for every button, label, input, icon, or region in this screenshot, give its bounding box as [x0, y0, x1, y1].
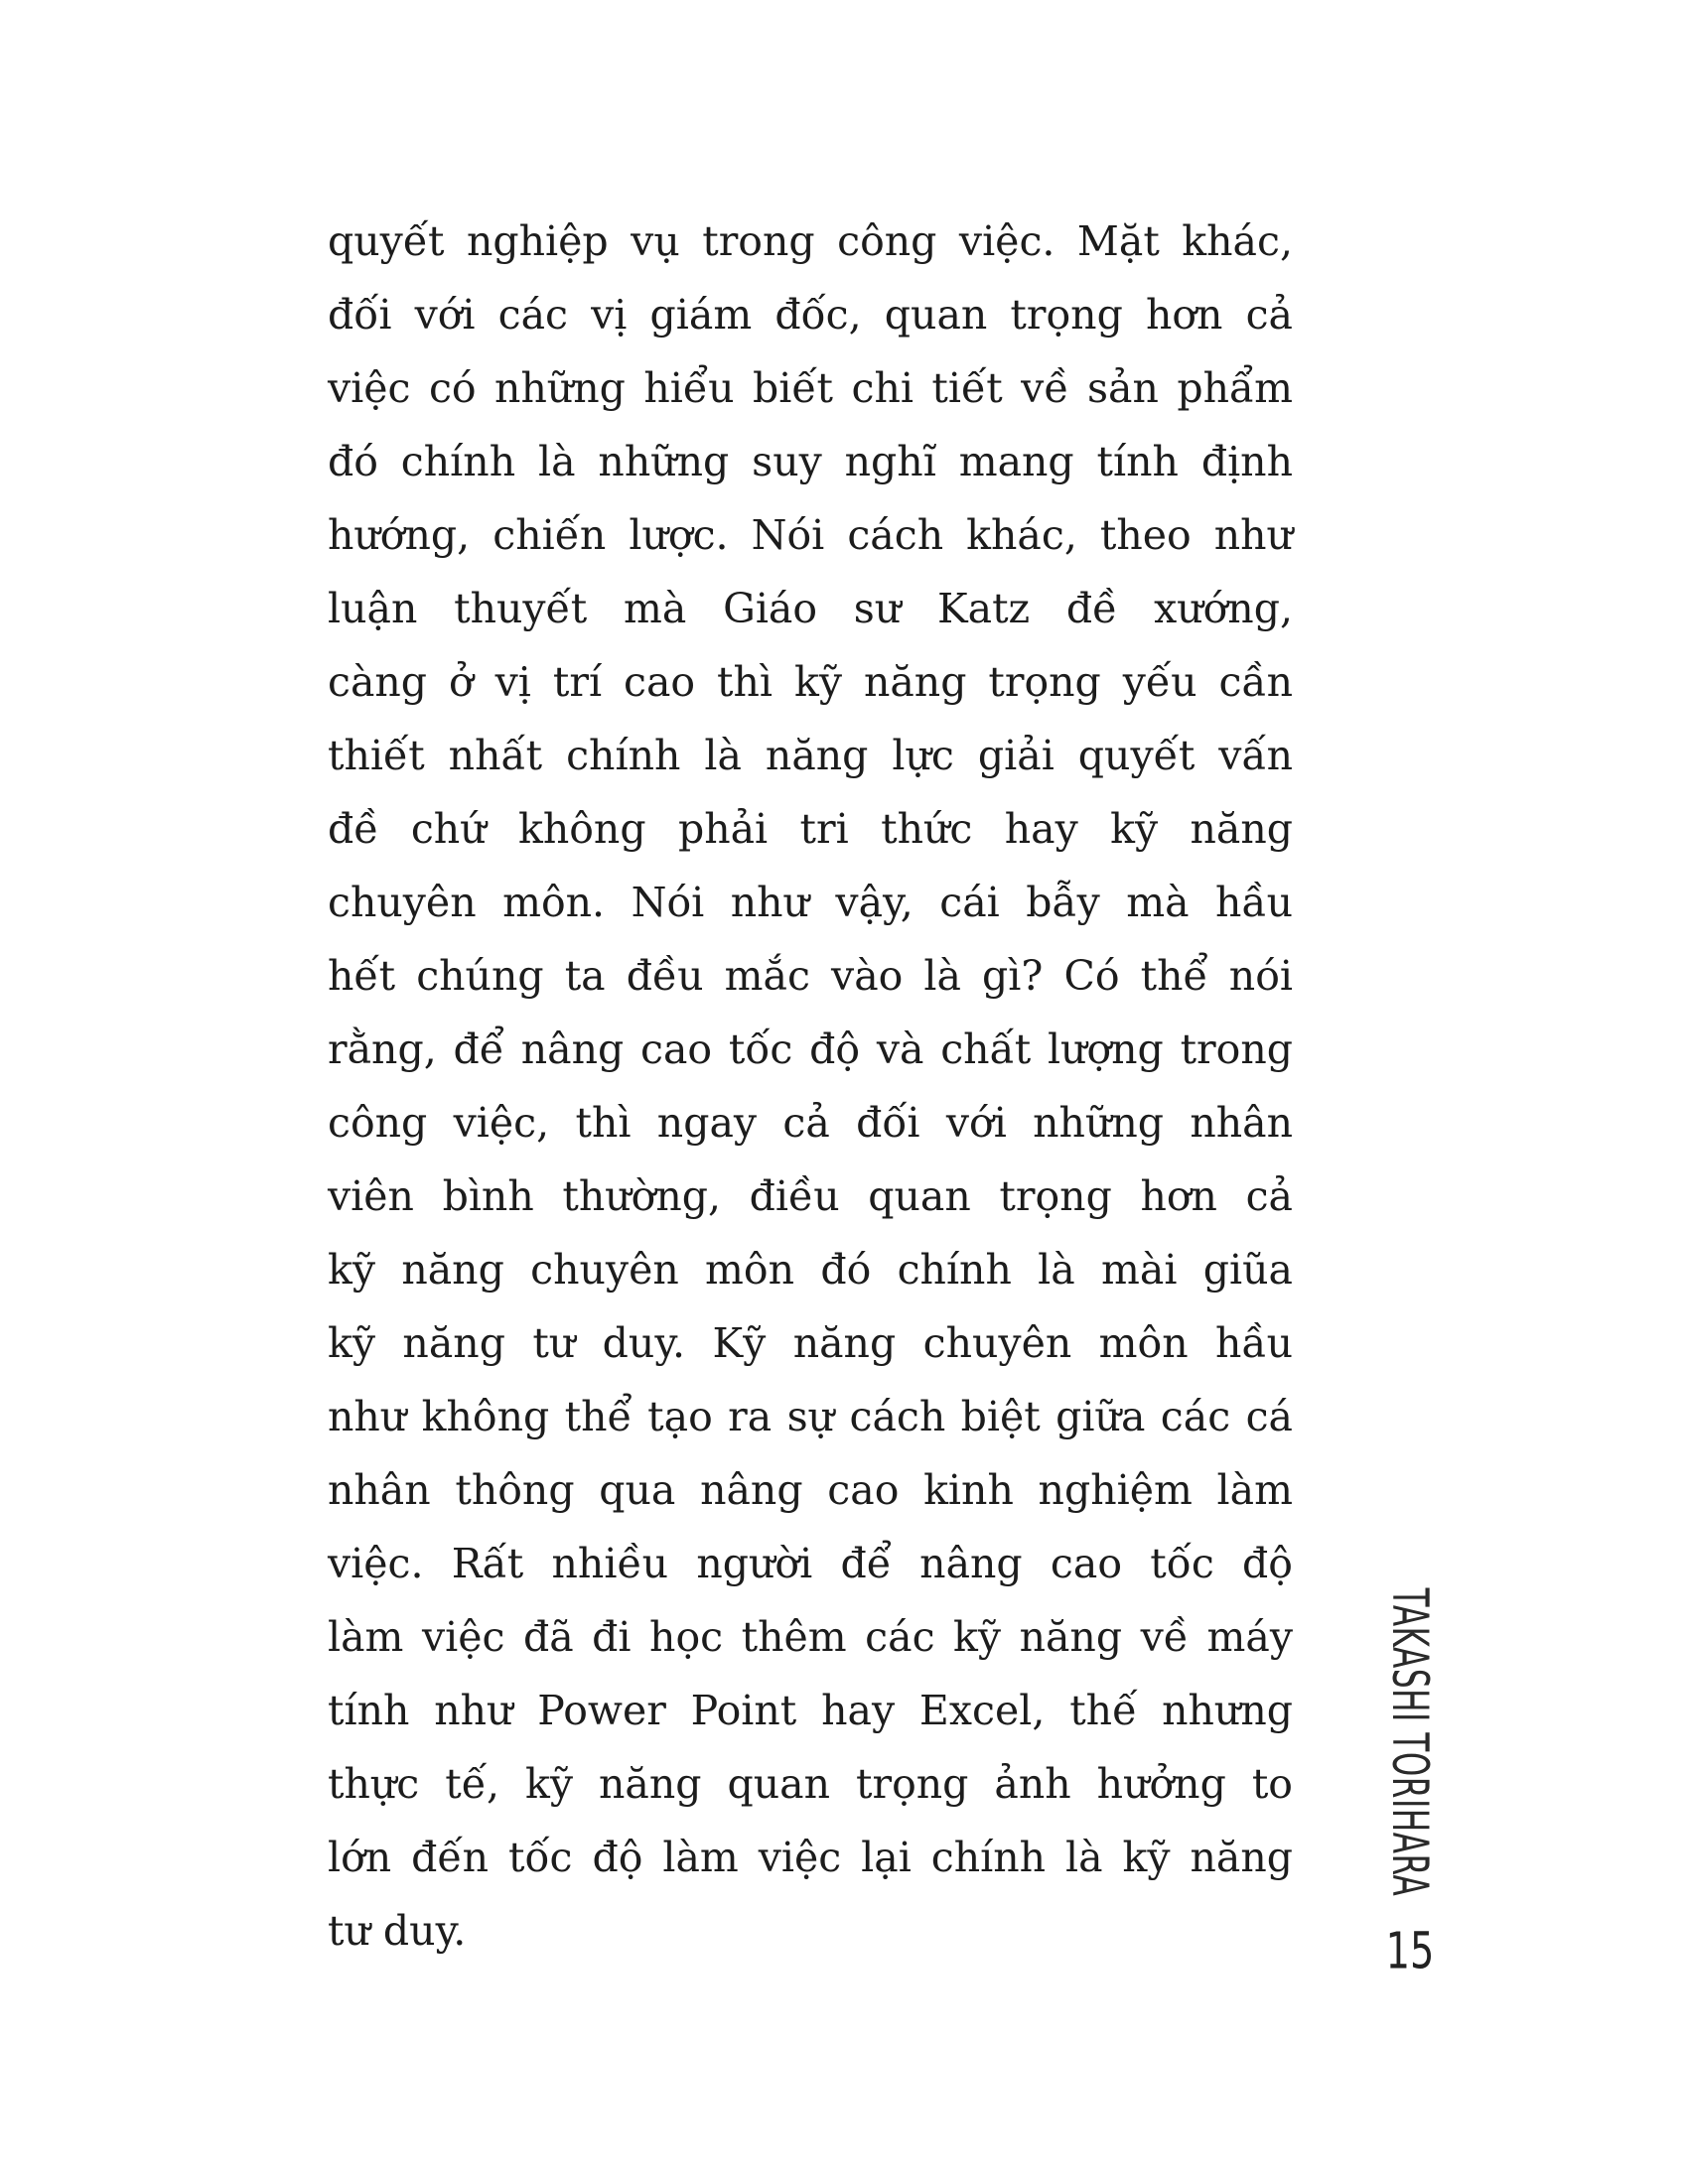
text-line: rằng, để nâng cao tốc độ và chất lượng trong — [328, 1025, 1293, 1073]
text-line: viên bình thường, điều quan trọng hơn cả — [328, 1172, 1293, 1220]
text-line: càng ở vị trí cao thì kỹ năng trọng yếu cần — [328, 658, 1293, 706]
text-line: lớn đến tốc độ làm việc lại chính là kỹ năng — [328, 1834, 1293, 1881]
text-line: quyết nghiệp vụ trong công việc. Mặt khác, — [328, 217, 1293, 265]
text-line: thiết nhất chính là năng lực giải quyết vấn — [328, 732, 1293, 779]
text-line: chuyên môn. Nói như vậy, cái bẫy mà hầu — [328, 879, 1293, 926]
text-line: luận thuyết mà Giáo sư Katz đề xướng, — [328, 585, 1293, 632]
text-line: công việc, thì ngay cả đối với những nhân — [328, 1099, 1293, 1147]
body-text — [328, 205, 1293, 1968]
text-line: tư duy. — [328, 1907, 467, 1955]
text-line: việc có những hiểu biết chi tiết về sản phẩm — [328, 364, 1293, 412]
sidebar-author-name: TAKASHI TORIHARA — [1381, 1587, 1439, 1897]
text-line: tính như Power Point hay Excel, thế nhưng — [328, 1687, 1293, 1734]
text-line: làm việc đã đi học thêm các kỹ năng về máy — [328, 1613, 1293, 1661]
text-line: thực tế, kỹ năng quan trọng ảnh hưởng to — [328, 1760, 1293, 1808]
text-line: nhân thông qua nâng cao kinh nghiệm làm — [328, 1466, 1293, 1514]
text-line: đó chính là những suy nghĩ mang tính định — [328, 438, 1293, 485]
text-line: kỹ năng chuyên môn đó chính là mài giũa — [328, 1246, 1293, 1294]
text-line: hướng, chiến lược. Nói cách khác, theo như — [328, 511, 1293, 559]
text-line: hết chúng ta đều mắc vào là gì? Có thể nói — [328, 952, 1293, 1000]
text-line: kỹ năng tư duy. Kỹ năng chuyên môn hầu — [328, 1319, 1293, 1367]
text-line: như không thể tạo ra sự cách biệt giữa các cá — [328, 1393, 1293, 1440]
page-number: 15 — [1385, 1922, 1435, 1981]
text-line: đề chứ không phải tri thức hay kỹ năng — [328, 805, 1293, 853]
text-line: đối với các vị giám đốc, quan trọng hơn cả — [328, 291, 1293, 339]
text-line: việc. Rất nhiều người để nâng cao tốc độ — [328, 1540, 1293, 1587]
